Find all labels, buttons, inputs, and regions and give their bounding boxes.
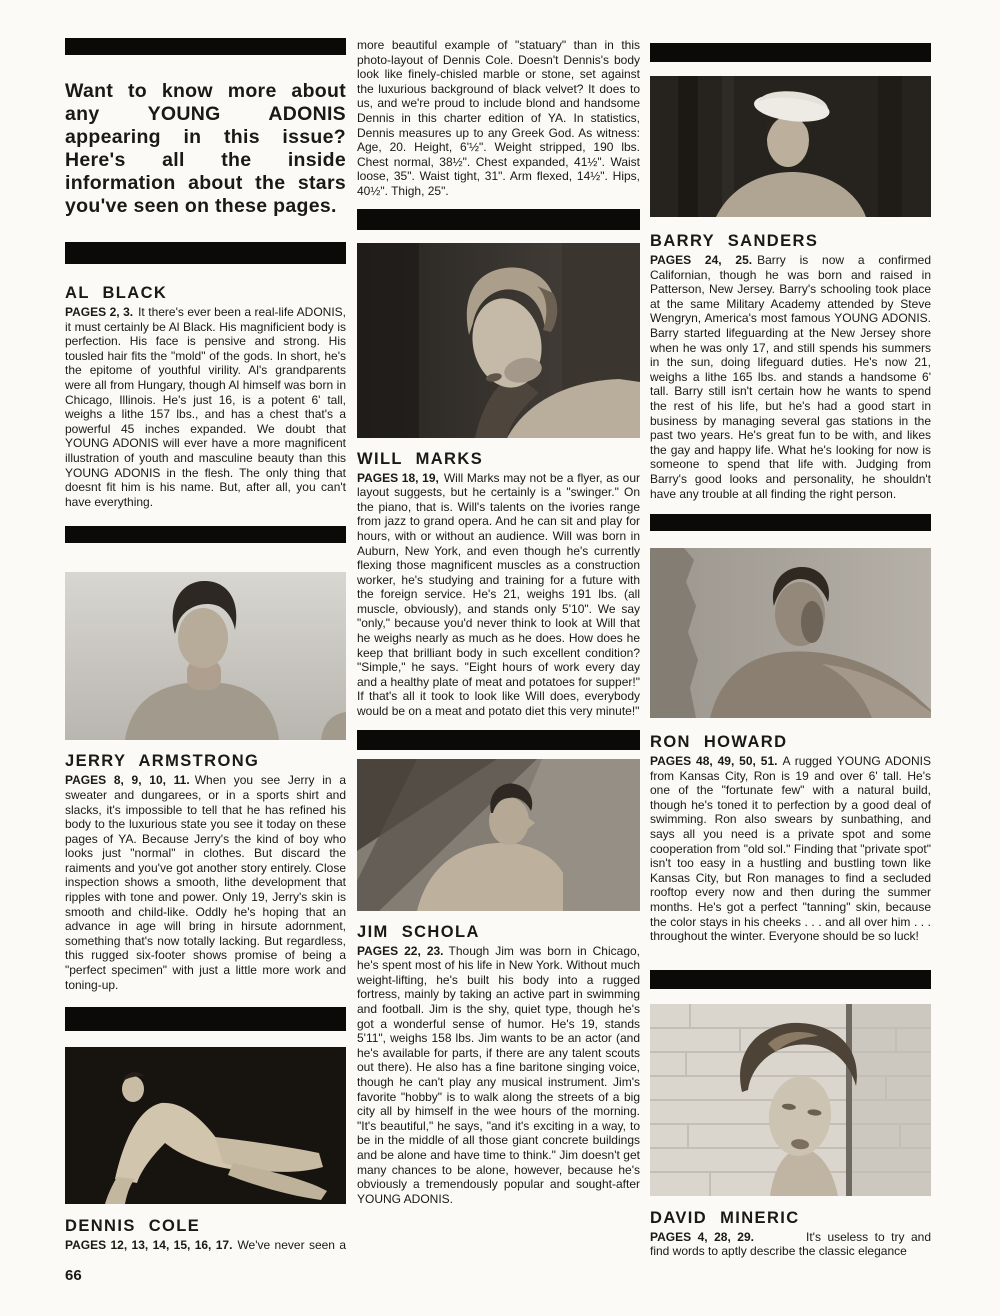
profile-text-ron-howard [650, 754, 931, 944]
profile-heading-will-marks: WILL MARKS [357, 449, 484, 468]
profile-heading-jim-schola: JIM SCHOLA [357, 922, 480, 941]
divider-bar [357, 209, 640, 230]
profile-text-barry-sanders [650, 253, 931, 501]
photo-ron-howard [650, 548, 931, 718]
divider-bar [65, 242, 346, 264]
profile-body-ron-howard: A rugged YOUNG ADONIS from Kansas City, Ron is 19 and over 6' tall. He's one of the "fortunate few" with a natural build, though he's toned it to perfection by a good deal of swimming. Ron also swears by sunbathing, and says all you need is a private spot and some cooperation from "old sol." Finding that "private spot" isn't too easy in a hustling and bustling town like Kansas City, but Ron manages to find a secluded rooftop every now and then during the summer months. He's got a perfect "tanning" skin, because the color stays in his cheeks . . . and all over him . . . throughout the winter. Everyone should be so luck! [650, 754, 931, 944]
profile-barry-sanders [650, 232, 931, 501]
profile-body-dennis-cole: We've never seen a [237, 1238, 347, 1253]
profile-jerry-armstrong [65, 752, 346, 992]
profile-heading-barry-sanders: BARRY SANDERS [650, 232, 819, 250]
profile-heading-al-black: AL BLACK [65, 284, 168, 302]
profile-jim-schola [357, 923, 640, 1207]
column-middle [357, 38, 640, 1206]
profile-text-david-mineric [650, 1230, 931, 1259]
photo-barry-sanders [650, 76, 931, 217]
profile-heading-jerry-armstrong: JERRY ARMSTRONG [65, 752, 260, 771]
profile-body-al-black: It there's ever been a real-life ADONIS, it must certainly be Al Black. His magnificient body is perfection. His face is pensive and strong. His tousled hair fits the "mold" of the gods. In short, he's the epitome of youthful virility. Al's grandparents were all from Hungary, though Al himself was born in Chicago, Illinois. He's just 16, is a potent 6' tall, weighs a lithe 157 lbs., and has a chest that's a powerful 45 inches expanded. We doubt that YOUNG ADONIS will ever have a more magnificent illustration of youth and masculine beauty than this YOUNG ADONIS in the flesh. The only thing that doesnt fit him is his name. But, after all, you can't have everything. [65, 305, 346, 509]
pages-ref-will-marks: PAGES 18, 19, [357, 470, 439, 485]
divider-bar [65, 526, 346, 543]
profile-text-jim-schola [357, 944, 640, 1207]
profile-heading-ron-howard: RON HOWARD [650, 733, 788, 752]
pages-ref-dennis-cole: PAGES 12, 13, 14, 15, 16, 17. [65, 1238, 233, 1253]
profile-body-david-mineric: It's useless to try and find words to aptly describe the classic elegance [650, 1229, 932, 1259]
profile-al-black [65, 284, 346, 509]
photo-dennis-cole [65, 1047, 346, 1204]
pages-ref-david-mineric: PAGES 4, 28, 29. [650, 1229, 754, 1244]
photo-jim-schola [357, 759, 640, 911]
divider-bar [650, 970, 931, 989]
intro-blurb: Want to know more about any YOUNG ADONIS appearing in this issue? Here's all the inside information about the stars you've seen on these pages. [65, 80, 346, 217]
pages-ref-jerry-armstrong: PAGES 8, 9, 10, 11. [65, 773, 190, 788]
profile-dennis-cole [65, 1217, 346, 1253]
divider-bar [650, 43, 931, 62]
dennis-cole-continuation: more beautiful example of "statuary" than in this photo-layout of Dennis Cole. Doesn't Dennis's body look like finely-chisled marble or stone, set against the luxurious background of black velvet? It does to us, and we're proud to include blond and handsome Dennis in this charter edition of YA. In statistics, Dennis measures up to any Greek God. As witness: Age, 20. Height, 6'½". Weight stripped, 190 lbs. Chest normal, 38½". Chest expanded, 41½". Waist loose, 35". Waist tight, 31". Arm flexed, 14½". Hips, 40½". Thigh, 25". [357, 38, 640, 198]
profile-heading-david-mineric: DAVID MINERIC [650, 1208, 800, 1227]
page-number: 66 [65, 1266, 82, 1284]
column-right [650, 43, 931, 1259]
divider-bar [65, 38, 346, 55]
divider-bar [650, 514, 931, 531]
profile-text-jerry-armstrong [65, 773, 346, 992]
profile-heading-dennis-cole: DENNIS COLE [65, 1217, 201, 1236]
profile-david-mineric [650, 1209, 931, 1259]
profile-ron-howard [650, 733, 931, 944]
profile-text-will-marks [357, 471, 640, 719]
column-left [65, 38, 346, 1284]
profile-body-will-marks: Will Marks may not be a flyer, as our layout suggests, but he certainly is a "swinger." On the piano, that is. Will's talents on the ivories range from jazz to grand opera. And he can sit and play for hours, with or without an audience. Will was born in Auburn, New York, and even though he's currently flexing those magnificent muscles as a construction worker, he's studying and training for a future with the foreign service. He's 21, weighs 191 lbs. (all muscle, obviously), and stands only 5'10". We say "only," because you'd never think to look at Will that he weighs nearly as much as he does. How does he keep that brilliant body in such excellent condition? "Simple," he says. "Eight hours of work every day and a healthy plate of meat and potatoes for supper!" If that's all it took to look like Will does, everybody would be on a meat and potato diet this very minute!" [357, 470, 640, 719]
profile-text-dennis-cole [65, 1238, 346, 1253]
profile-will-marks [357, 450, 640, 719]
profile-text-al-black [65, 305, 346, 509]
pages-ref-al-black: PAGES 2, 3. [65, 305, 134, 319]
pages-ref-ron-howard: PAGES 48, 49, 50, 51. [650, 754, 778, 769]
photo-will-marks [357, 243, 640, 438]
profile-body-jim-schola: Though Jim was born in Chicago, he's spent most of his life in New York. Without much weight-lifting, he's built his body into a rugged fortress, mainly by taking an active part in swimming and football. Jim is the shy, quiet type, though he's got a wonderful sense of humor. He's 19, stands 5'11", weighs 158 lbs. Jim wants to be an actor (and he's available for parts, if there are any talent scouts out there). He also has a fine baritone singing voice, though he can't play any musical instrument. Jim's favorite "hobby" is to walk along the streets of a big city all by himself in the wee hours of the morning. "It's beautiful," he says, "and it's exciting in a way, to be in the middle of all those giant concrete buildings and be alone and have time to think." Jim doesn't get many chances to be alone, however, because he's obviously a tremendously popular and sought-after YOUNG ADONIS. [357, 943, 640, 1206]
photo-jerry-armstrong [65, 572, 346, 740]
profile-body-barry-sanders: Barry is now a confirmed Californian, though he was born and raised in Patterson, New Jersey. Barry's schooling took place at the same Military Academy attended by Steve Wengryn, America's most famous YOUNG ADONIS. Barry started lifeguarding at the New Jersey shore when he was only 17, and still spends his summers in the sun, doing lifeguard duties. He's now 21, weighs a lithe 165 lbs. and stands a handsome 6' tall. Barry still isn't certain how he wants to spend the rest of his life, but he's had a good start in business by managing several gas stations in the past two years. He's great fun to be with, and likes the gay and happy life. What he's looking for now is someone to spend that life with. Judging from Barry's good looks and personality, he shouldn't have any trouble at all finding the right person. [650, 253, 932, 501]
pages-ref-jim-schola: PAGES 22, 23. [357, 943, 444, 958]
divider-bar [65, 1007, 346, 1031]
divider-bar [357, 730, 640, 750]
photo-david-mineric [650, 1004, 931, 1196]
pages-ref-barry-sanders: PAGES 24, 25. [650, 253, 753, 267]
profile-body-jerry-armstrong: When you see Jerry in a sweater and dungarees, or in a sports shirt and slacks, it's impossible to tell that he has refined his body to the luxurious state you see it today on these pages of YA. Because Jerry's the kind of boy who looks just "normal" in clothes. But discard the raiments and you've got another story entirely. Close inspection shows a smooth, lithe development that ripples with tone and power. Only 19, Jerry's skin is smooth and child-like. Oddly he's hoping that an advance in age will bring in hirsute adornment, something that's now totally lacking. But regardless, this rugged six-footer shows promise of being a "perfect specimen" with just a little more work and toning-up. [65, 773, 346, 992]
